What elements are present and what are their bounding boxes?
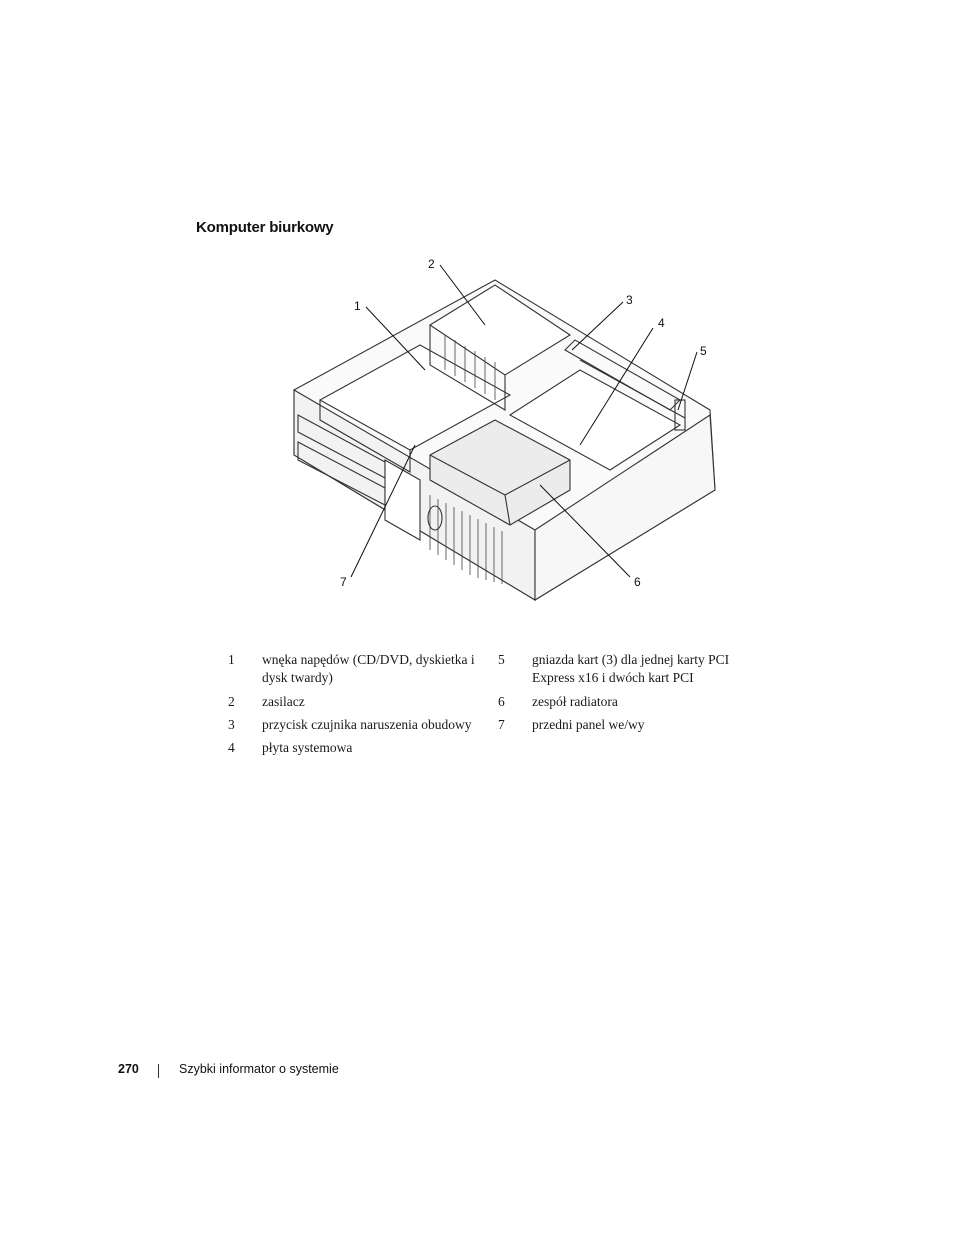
legend-text: zasilacz: [262, 694, 305, 709]
footer-title: Szybki informator o systemie: [179, 1062, 339, 1076]
callout-4: 4: [658, 316, 665, 330]
callout-2: 2: [428, 257, 435, 271]
legend-number: 6: [498, 694, 505, 709]
legend-item-7: [494, 716, 764, 739]
callout-6: 6: [634, 575, 641, 589]
callout-1: 1: [354, 299, 361, 313]
footer-separator: [158, 1064, 159, 1078]
callout-3: 3: [626, 293, 633, 307]
legend-table: [224, 651, 764, 757]
legend-number: 1: [228, 652, 235, 667]
legend-number: 7: [498, 717, 505, 732]
legend-text: przedni panel we/wy: [532, 717, 645, 732]
section-heading: Komputer biurkowy: [196, 219, 334, 236]
callout-7: 7: [340, 575, 347, 589]
legend-row: [224, 651, 764, 693]
legend-text: gniazda kart (3) dla jednej karty PCI Express x16 i dwóch kart PCI: [532, 652, 730, 685]
legend-item-5: [494, 651, 764, 693]
legend-row: [224, 716, 764, 739]
page-number: 270: [118, 1062, 139, 1076]
legend-item-4: [224, 739, 496, 757]
legend-number: 4: [228, 740, 235, 755]
legend-number: 3: [228, 717, 235, 732]
page-footer: [118, 1062, 339, 1076]
legend-row: [224, 739, 764, 757]
legend-item-6: [494, 693, 764, 716]
legend-item-2: [224, 693, 494, 716]
legend-number: 5: [498, 652, 505, 667]
legend-row: [224, 693, 764, 716]
callout-5: 5: [700, 344, 707, 358]
legend-item-1: [224, 651, 494, 693]
legend-text: zespół radiatora: [532, 694, 618, 709]
legend-text: płyta systemowa: [262, 740, 353, 755]
legend-text: przycisk czujnika naruszenia obudowy: [262, 717, 472, 732]
legend-item-3: [224, 716, 494, 739]
legend-number: 2: [228, 694, 235, 709]
computer-diagram: [280, 250, 740, 620]
legend-text: wnęka napędów (CD/DVD, dyskietka i dysk twardy): [262, 652, 475, 685]
